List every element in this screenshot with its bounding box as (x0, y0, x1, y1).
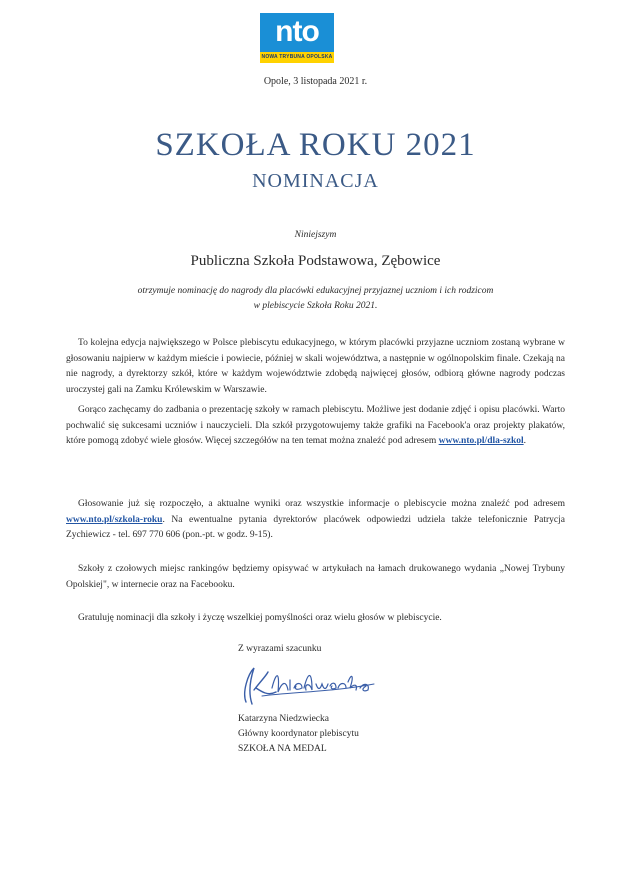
award-description (0, 284, 631, 314)
paragraph-3 (66, 497, 565, 544)
paragraph-4: Szkoły z czołowych miejsc rankingów będziemy opisywać w artykułach na łamach drukowanego wydania „Nowej Trybuny Opolskiej", w internecie oraz na Facebooku. (66, 564, 565, 590)
school-name: Publiczna Szkoła Podstawowa, Zębowice (190, 253, 441, 269)
intro-text: Niniejszym (294, 230, 337, 240)
page-title: SZKOŁA ROKU 2021 (155, 127, 476, 163)
page-subtitle: NOMINACJA (252, 170, 379, 192)
handwritten-signature (232, 662, 382, 710)
award-line-2: w plebiscycie Szkoła Roku 2021. (253, 301, 378, 311)
paragraph-3-text: Głosowanie już się rozpoczęło, a aktualne wyniki oraz wszystkie informacje o plebiscycie można znaleźć pod adresem (78, 499, 565, 509)
logo-tagline: NOWA TRYBUNA OPOLSKA (260, 52, 334, 63)
award-line-1: otrzymuje nominację do nagrody dla placówki edukacyjnej przyjaznej uczniom i ich rodzicom (137, 286, 494, 296)
logo-text: nto (275, 15, 319, 48)
signer-name: Katarzyna Niedzwiecka (238, 714, 329, 724)
szkola-roku-link[interactable]: www.nto.pl/szkola-roku (66, 514, 163, 525)
paragraph-3-end: . Na ewentualne pytania dyrektorów placówek odpowiedzi udziela także telefonicznie Patrycja Zychiewicz - tel. 697 770 606 (pon.-pt. w godz. 9-15). (66, 514, 565, 541)
closing-salutation: Z wyrazami szacunku (238, 644, 322, 654)
paragraph-2 (66, 403, 565, 450)
paragraph-2-end: . (523, 436, 526, 447)
paragraph-2-text: Gorąco zachęcamy do zadbania o prezentację szkoły w ramach plebiscytu. Możliwe jest dodanie zdjęć i opisu placówki. Warto pochwalić się sukcesami uczniów i nauczycieli. Dla szkół przygotowujemy także grafiki na Facebook'a oraz projekty plakatów, które pomogą zdobyć wiele głosów. Więcej szczegółów na ten temat można znaleźć pod adresem (66, 405, 565, 447)
letter-date: Opole, 3 listopada 2021 r. (263, 76, 368, 87)
dla-szkol-link[interactable]: www.nto.pl/dla-szkol (438, 436, 524, 447)
paragraph-5: Gratuluję nominacji dla szkoły i życzę wszelkiej pomyślności oraz wielu głosów w plebiscycie. (78, 613, 442, 623)
signer-role: Główny koordynator plebiscytu (238, 729, 359, 739)
signer-org: SZKOŁA NA MEDAL (238, 744, 327, 754)
paragraph-1: To kolejna edycja największego w Polsce plebiscytu edukacyjnego, w którym placówki przyjazne uczniom zostaną wybrane w głosowaniu najpierw w każdym mieście i powiecie, później w skali województwa, a następnie w ogólnopolskim finale. Czekają na nie nagrody, a dyrektorzy szkół, które w każdym województwie zdobędą najwięcej głosów, odbiorą główne nagrody podczas uroczystej gali na Zamku Królewskim w Warszawie. (66, 338, 565, 395)
signer-block (238, 712, 359, 757)
nto-logo (260, 13, 334, 63)
